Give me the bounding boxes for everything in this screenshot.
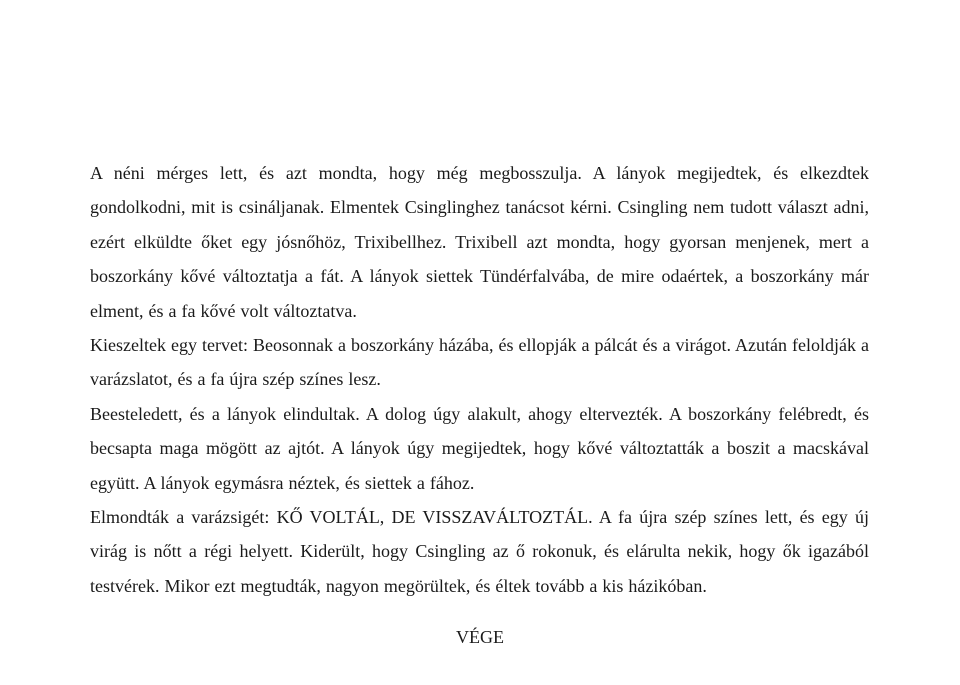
story-text [90,156,869,603]
paragraph-2: Kieszeltek egy tervet: Beosonnak a boszorkány házába, és ellopják a pálcát és a virágot. Azután feloldják a varázslatot, és a fa újra szép színes lesz. [90,335,869,390]
paragraph-1: A néni mérges lett, és azt mondta, hogy még megbosszulja. A lányok megijedtek, és elkezdtek gondolkodni, mit is csináljanak. Elmentek Csinglinghez tanácsot kérni. Csingling nem tudott választ adni, ezért elküldte őket egy jósnőhöz, Trixibellhez. Trixibell azt mondta, hogy gyorsan menjenek, mert a boszorkány kővé változtatja a fát. A lányok siettek Tündérfalvába, de mire odaértek, a boszorkány már elment, és a fa kővé volt változtatva. [90,163,869,321]
ending-text: VÉGE [456,627,504,647]
paragraph-3: Beesteledett, és a lányok elindultak. A dolog úgy alakult, ahogy eltervezték. A boszorkány felébredt, és becsapta maga mögött az ajtót. A lányok úgy megijedtek, hogy kővé változtatták a boszit a macskával együtt. A lányok egymásra néztek, és siettek a fához. [90,403,869,493]
paragraph-4: Elmondták a varázsigét: KŐ VOLTÁL, DE VISSZAVÁLTOZTÁL. A fa újra szép színes lett, és egy új virág is nőtt a régi helyett. Kiderült, hogy Csingling az ő rokonuk, és elárulta nekik, hogy ők igazából testvérek. Mikor ezt megtudták, nagyon megörültek, és éltek tovább a kis házikóban. [90,507,869,596]
